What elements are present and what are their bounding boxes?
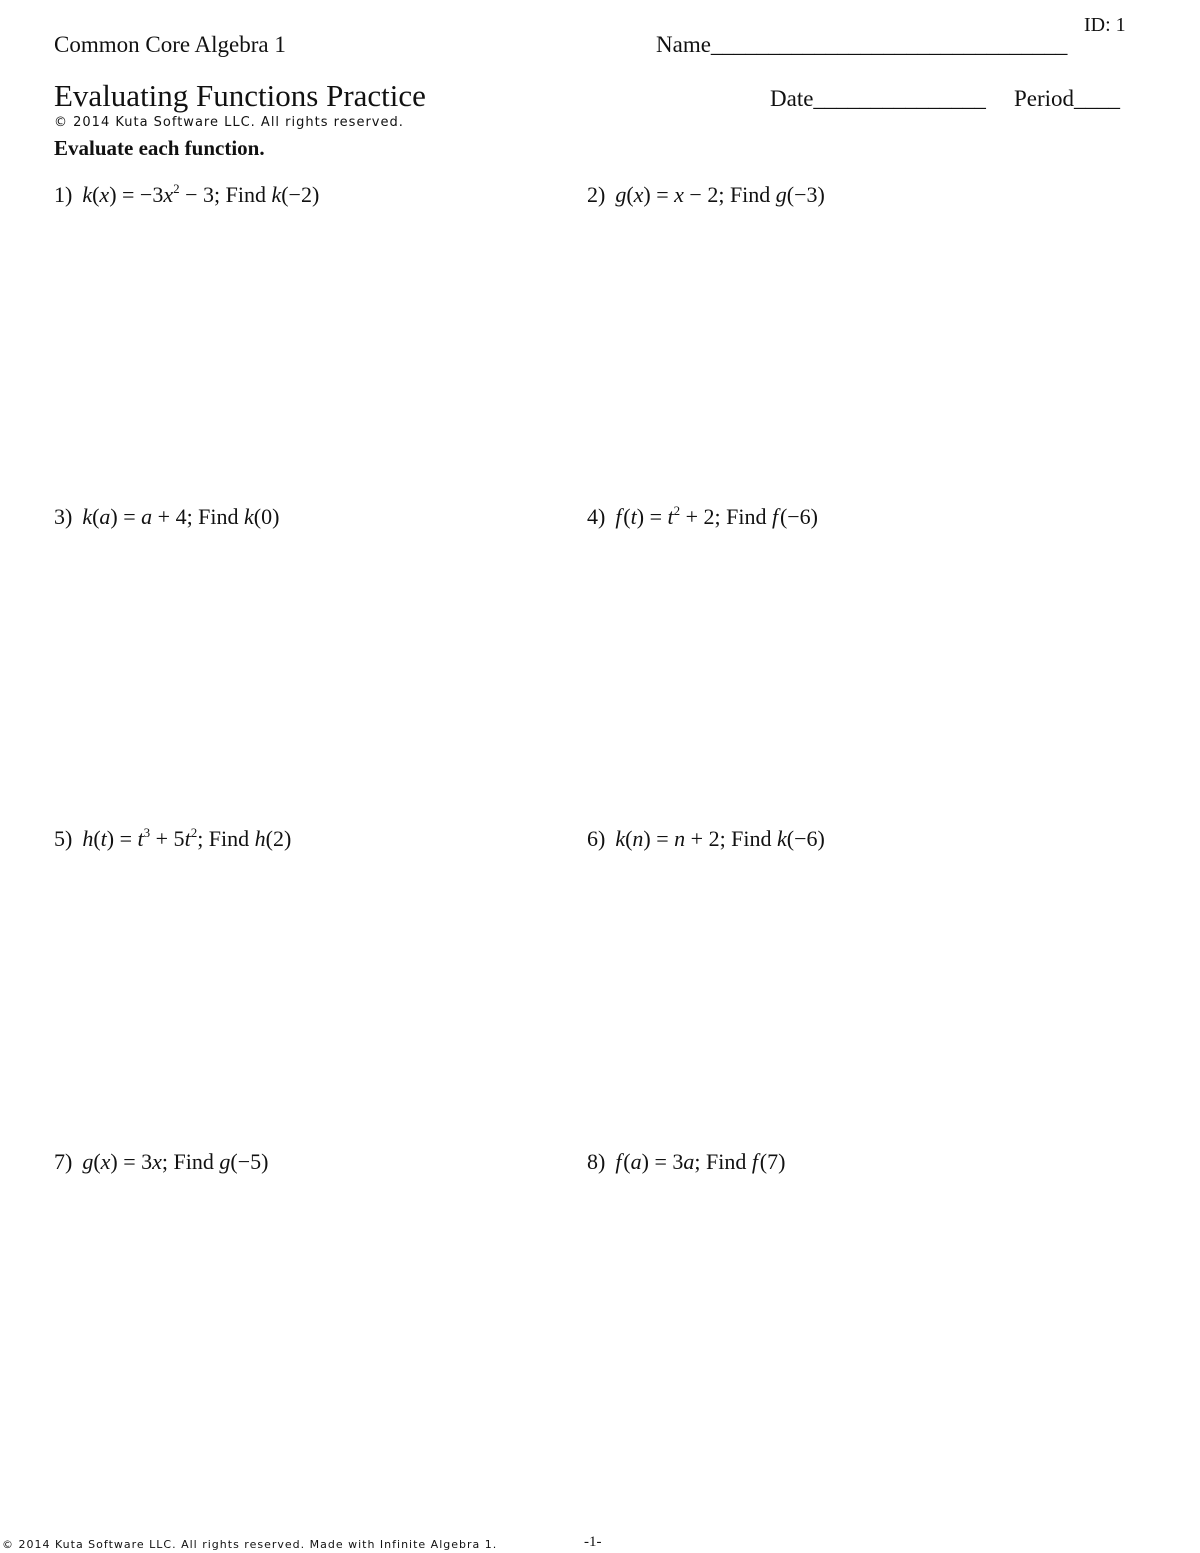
problem-number: 1) (54, 182, 73, 207)
problem-expression: k(a) = a + 4; Find k(0) (82, 504, 280, 529)
footer-copyright: © 2014 Kuta Software LLC. All rights reserved. Made with Infinite Algebra 1. (2, 1538, 498, 1551)
problem-expression: $h(t) = t^3 + 5t^2$; Find h(2) (82, 825, 292, 851)
problem-number: 2) (587, 182, 606, 207)
problem-number: 8) (587, 1149, 606, 1174)
date-field: Date_______________ (770, 86, 986, 111)
copyright-notice: © 2014 Kuta Software LLC. All rights reserved. (54, 115, 404, 130)
problem-expression: f (a) = 3a; Find f (7) (615, 1149, 786, 1174)
problem-7 (54, 1149, 268, 1175)
worksheet-id: ID: 1 (1084, 14, 1126, 36)
page-title: Evaluating Functions Practice (54, 78, 426, 113)
problem-expression: g(x) = 3x; Find g(−5) (82, 1149, 269, 1174)
problem-expression: f $(t) = t^2 + 2$; Find f (−6) (615, 503, 819, 529)
problem-2 (587, 182, 825, 208)
problem-expression: $k(x) = -3x^2 - 3$; Find k(−2) (82, 181, 320, 207)
problem-3 (54, 504, 279, 530)
problem-number: 6) (587, 826, 606, 851)
problem-number: 3) (54, 504, 73, 529)
problem-expression: g(x) = x − 2; Find g(−3) (615, 182, 825, 207)
period-field: Period____ (1014, 86, 1121, 111)
problem-expression: k(n) = n + 2; Find k(−6) (615, 826, 825, 851)
name-field: Name_______________________________ (656, 32, 1068, 57)
problem-8 (587, 1149, 785, 1175)
instructions: Evaluate each function. (54, 136, 265, 160)
problem-number: 4) (587, 504, 606, 529)
problem-6 (587, 826, 825, 852)
page-number: -1- (584, 1534, 602, 1550)
problem-5 (54, 826, 291, 852)
course-name: Common Core Algebra 1 (54, 32, 286, 57)
problem-number: 7) (54, 1149, 73, 1174)
problem-4 (587, 504, 818, 530)
problem-number: 5) (54, 826, 73, 851)
problem-1 (54, 182, 319, 208)
